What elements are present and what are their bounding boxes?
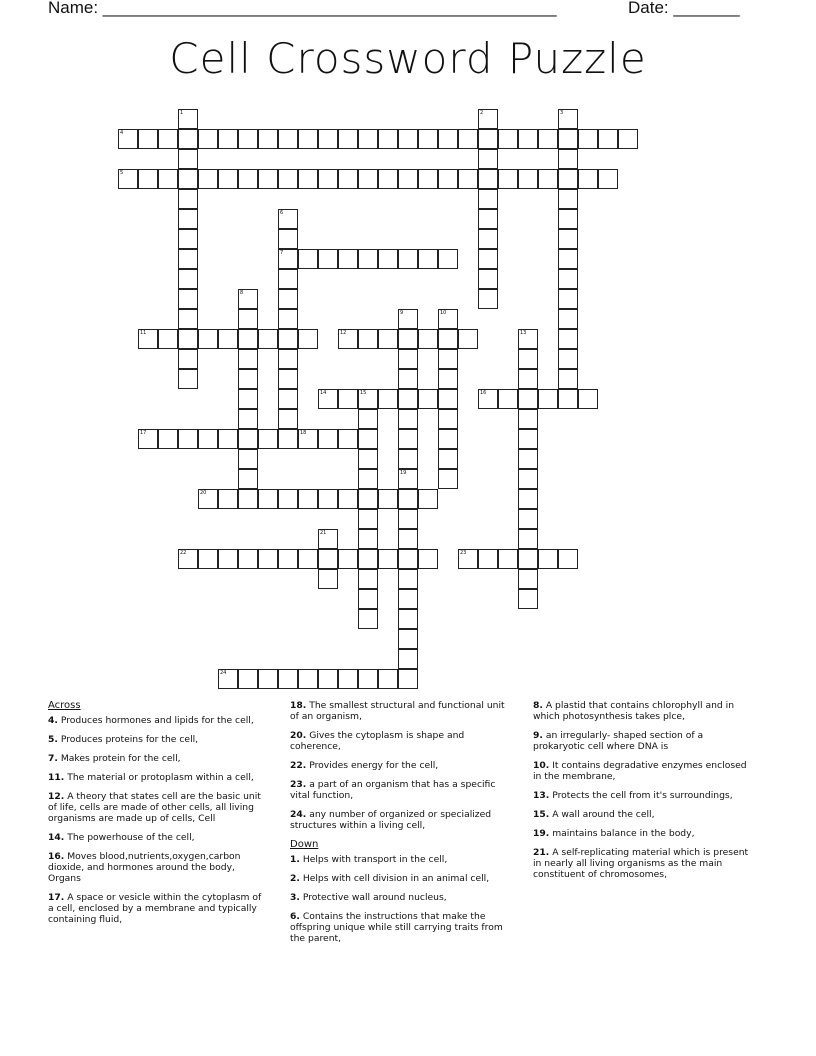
crossword-cell[interactable] bbox=[518, 569, 538, 589]
crossword-cell[interactable] bbox=[398, 649, 418, 669]
crossword-cell[interactable] bbox=[238, 549, 258, 569]
clue-down: 21. A self-replicating material which is present in nearly all living organisms as the main constituent of chromosomes, bbox=[533, 847, 749, 880]
cell-number: 16 bbox=[480, 390, 487, 396]
crossword-cell[interactable] bbox=[398, 309, 418, 329]
crossword-cell[interactable] bbox=[378, 549, 398, 569]
crossword-cell[interactable] bbox=[558, 249, 578, 269]
crossword-cell[interactable] bbox=[238, 409, 258, 429]
crossword-cell[interactable] bbox=[258, 329, 278, 349]
cell-number: 17 bbox=[140, 430, 147, 436]
crossword-cell[interactable] bbox=[398, 169, 418, 189]
crossword-cell[interactable] bbox=[438, 249, 458, 269]
crossword-cell[interactable] bbox=[518, 449, 538, 469]
crossword-cell[interactable] bbox=[398, 569, 418, 589]
cell-number: 8 bbox=[240, 290, 244, 296]
crossword-cell[interactable] bbox=[158, 429, 178, 449]
clue-across: 16. Moves blood,nutrients,oxygen,carbon dioxide, and hormones around the body, Organs bbox=[48, 851, 241, 884]
crossword-cell[interactable] bbox=[258, 429, 278, 449]
crossword-cell[interactable] bbox=[318, 549, 338, 569]
crossword-cell[interactable] bbox=[358, 489, 378, 509]
crossword-cell[interactable] bbox=[178, 189, 198, 209]
crossword-cell[interactable] bbox=[478, 229, 498, 249]
crossword-cell[interactable] bbox=[258, 669, 278, 689]
crossword-cell[interactable] bbox=[558, 349, 578, 369]
clue-across: 18. The smallest structural and functional unit of an organism, bbox=[290, 700, 505, 722]
crossword-cell[interactable] bbox=[318, 129, 338, 149]
crossword-cell[interactable] bbox=[478, 169, 498, 189]
crossword-cell[interactable] bbox=[478, 109, 498, 129]
crossword-cell[interactable] bbox=[518, 529, 538, 549]
crossword-cell[interactable] bbox=[538, 169, 558, 189]
crossword-cell[interactable] bbox=[178, 169, 198, 189]
clue-across: 22. Provides energy for the cell, bbox=[290, 760, 439, 771]
crossword-cell[interactable] bbox=[278, 389, 298, 409]
crossword-cell[interactable] bbox=[398, 669, 418, 689]
crossword-cell[interactable] bbox=[558, 329, 578, 349]
crossword-cell[interactable] bbox=[538, 389, 558, 409]
crossword-cell[interactable] bbox=[358, 249, 378, 269]
crossword-cell[interactable] bbox=[478, 249, 498, 269]
crossword-cell[interactable] bbox=[438, 129, 458, 149]
crossword-cell[interactable] bbox=[518, 369, 538, 389]
crossword-cell[interactable] bbox=[278, 349, 298, 369]
crossword-cell[interactable] bbox=[278, 169, 298, 189]
cell-number: 13 bbox=[520, 330, 527, 336]
crossword-cell[interactable] bbox=[558, 309, 578, 329]
crossword-cell[interactable] bbox=[418, 549, 438, 569]
crossword-cell[interactable] bbox=[178, 209, 198, 229]
crossword-cell[interactable] bbox=[358, 509, 378, 529]
clue-down: 9. an irregularly- shaped section of a prokaryotic cell where DNA is bbox=[533, 730, 704, 752]
crossword-cell[interactable] bbox=[358, 469, 378, 489]
clue-across: 20. Gives the cytoplasm is shape and coherence, bbox=[290, 730, 465, 752]
crossword-cell[interactable] bbox=[318, 489, 338, 509]
crossword-cell[interactable] bbox=[518, 169, 538, 189]
crossword-cell[interactable] bbox=[138, 169, 158, 189]
crossword-cell[interactable] bbox=[558, 229, 578, 249]
crossword-cell[interactable] bbox=[318, 429, 338, 449]
crossword-cell[interactable] bbox=[418, 489, 438, 509]
crossword-cell[interactable] bbox=[378, 329, 398, 349]
clue-down: 10. It contains degradative enzymes enclosed in the membrane, bbox=[533, 760, 747, 782]
crossword-cell[interactable] bbox=[278, 249, 298, 269]
crossword-cell[interactable] bbox=[498, 169, 518, 189]
crossword-cell[interactable] bbox=[238, 289, 258, 309]
crossword-cell[interactable] bbox=[358, 669, 378, 689]
crossword-cell[interactable] bbox=[398, 249, 418, 269]
crossword-cell[interactable] bbox=[338, 129, 358, 149]
crossword-cell[interactable] bbox=[298, 669, 318, 689]
crossword-cell[interactable] bbox=[518, 329, 538, 349]
clues-column-1 bbox=[48, 700, 263, 933]
crossword-cell[interactable] bbox=[178, 149, 198, 169]
cell-number: 6 bbox=[280, 210, 284, 216]
crossword-cell[interactable] bbox=[118, 129, 138, 149]
crossword-cell[interactable] bbox=[298, 169, 318, 189]
crossword-cell[interactable] bbox=[178, 549, 198, 569]
crossword-cell[interactable] bbox=[398, 369, 418, 389]
crossword-cell[interactable] bbox=[398, 509, 418, 529]
crossword-cell[interactable] bbox=[538, 129, 558, 149]
crossword-cell[interactable] bbox=[238, 309, 258, 329]
crossword-cell[interactable] bbox=[458, 549, 478, 569]
crossword-cell[interactable] bbox=[358, 589, 378, 609]
crossword-cell[interactable] bbox=[238, 389, 258, 409]
crossword-cell[interactable] bbox=[358, 529, 378, 549]
clues-column-3 bbox=[533, 700, 753, 888]
cell-number: 23 bbox=[460, 550, 467, 556]
crossword-cell[interactable] bbox=[138, 129, 158, 149]
clue-across: 24. any number of organized or specialized structures within a living cell, bbox=[290, 809, 492, 831]
crossword-cell[interactable] bbox=[338, 169, 358, 189]
cell-number: 9 bbox=[400, 310, 404, 316]
crossword-cell[interactable] bbox=[578, 169, 598, 189]
crossword-cell[interactable] bbox=[518, 549, 538, 569]
clue-across: 11. The material or protoplasm within a cell, bbox=[48, 772, 254, 783]
cell-number: 10 bbox=[440, 310, 447, 316]
crossword-cell[interactable] bbox=[558, 209, 578, 229]
crossword-cell[interactable] bbox=[438, 169, 458, 189]
crossword-cell[interactable] bbox=[218, 129, 238, 149]
crossword-cell[interactable] bbox=[498, 549, 518, 569]
crossword-cell[interactable] bbox=[438, 349, 458, 369]
crossword-cell[interactable] bbox=[198, 329, 218, 349]
crossword-cell[interactable] bbox=[518, 469, 538, 489]
crossword-cell[interactable] bbox=[238, 449, 258, 469]
crossword-cell[interactable] bbox=[398, 549, 418, 569]
crossword-cell[interactable] bbox=[518, 489, 538, 509]
crossword-cell[interactable] bbox=[398, 429, 418, 449]
crossword-cell[interactable] bbox=[498, 389, 518, 409]
crossword-cell[interactable] bbox=[378, 129, 398, 149]
crossword-cell[interactable] bbox=[298, 489, 318, 509]
crossword-cell[interactable] bbox=[278, 309, 298, 329]
page-title: Cell Crossword Puzzle bbox=[169, 34, 647, 83]
crossword-cell[interactable] bbox=[478, 189, 498, 209]
crossword-cell[interactable] bbox=[558, 109, 578, 129]
crossword-cell[interactable] bbox=[398, 349, 418, 369]
cell-number: 5 bbox=[120, 170, 124, 176]
crossword-cell[interactable] bbox=[278, 269, 298, 289]
crossword-cell[interactable] bbox=[258, 129, 278, 149]
crossword-cell[interactable] bbox=[278, 549, 298, 569]
across-heading: Across bbox=[48, 700, 81, 711]
cell-number: 12 bbox=[340, 330, 347, 336]
crossword-cell[interactable] bbox=[358, 409, 378, 429]
crossword-cell[interactable] bbox=[338, 249, 358, 269]
crossword-cell[interactable] bbox=[518, 349, 538, 369]
crossword-cell[interactable] bbox=[318, 669, 338, 689]
crossword-cell[interactable] bbox=[398, 469, 418, 489]
crossword-cell[interactable] bbox=[558, 549, 578, 569]
crossword-cell[interactable] bbox=[378, 389, 398, 409]
crossword-cell[interactable] bbox=[158, 329, 178, 349]
crossword-cell[interactable] bbox=[398, 529, 418, 549]
crossword-cell[interactable] bbox=[398, 589, 418, 609]
cell-number: 19 bbox=[400, 470, 407, 476]
crossword-cell[interactable] bbox=[298, 429, 318, 449]
crossword-cell[interactable] bbox=[458, 129, 478, 149]
crossword-cell[interactable] bbox=[378, 669, 398, 689]
crossword-cell[interactable] bbox=[478, 149, 498, 169]
crossword-cell[interactable] bbox=[478, 209, 498, 229]
clue-across: 17. A space or vesicle within the cytoplasm of a cell, enclosed by a membrane and typically containing fluid, bbox=[48, 892, 262, 925]
crossword-cell[interactable] bbox=[158, 169, 178, 189]
crossword-cell[interactable] bbox=[258, 549, 278, 569]
crossword-cell[interactable] bbox=[358, 329, 378, 349]
crossword-cell[interactable] bbox=[398, 449, 418, 469]
crossword-cell[interactable] bbox=[578, 389, 598, 409]
crossword-cell[interactable] bbox=[318, 569, 338, 589]
clue-down: 15. A wall around the cell, bbox=[533, 809, 655, 820]
crossword-cell[interactable] bbox=[398, 129, 418, 149]
crossword-cell[interactable] bbox=[178, 129, 198, 149]
crossword-cell[interactable] bbox=[558, 269, 578, 289]
crossword-cell[interactable] bbox=[218, 169, 238, 189]
crossword-cell[interactable] bbox=[358, 129, 378, 149]
down-heading: Down bbox=[290, 839, 319, 850]
crossword-cell[interactable] bbox=[518, 409, 538, 429]
crossword-cell[interactable] bbox=[358, 449, 378, 469]
crossword-cell[interactable] bbox=[198, 429, 218, 449]
crossword-cell[interactable] bbox=[338, 549, 358, 569]
clue-across: 23. a part of an organism that has a specific vital function, bbox=[290, 779, 496, 801]
date-field[interactable]: Date: _______ bbox=[628, 0, 740, 17]
crossword-cell[interactable] bbox=[538, 549, 558, 569]
crossword-cell[interactable] bbox=[378, 249, 398, 269]
crossword-cell[interactable] bbox=[398, 389, 418, 409]
clue-across: 14. The powerhouse of the cell, bbox=[48, 832, 195, 843]
crossword-cell[interactable] bbox=[518, 129, 538, 149]
crossword-cell[interactable] bbox=[198, 169, 218, 189]
crossword-cell[interactable] bbox=[578, 129, 598, 149]
crossword-cell[interactable] bbox=[218, 429, 238, 449]
crossword-cell[interactable] bbox=[138, 429, 158, 449]
crossword-cell[interactable] bbox=[418, 329, 438, 349]
crossword-cell[interactable] bbox=[558, 149, 578, 169]
crossword-cell[interactable] bbox=[358, 389, 378, 409]
cell-number: 1 bbox=[180, 110, 184, 116]
crossword-cell[interactable] bbox=[198, 549, 218, 569]
crossword-cell[interactable] bbox=[218, 489, 238, 509]
cell-number: 18 bbox=[300, 430, 307, 436]
crossword-cell[interactable] bbox=[418, 169, 438, 189]
crossword-cell[interactable] bbox=[478, 389, 498, 409]
crossword-cell[interactable] bbox=[178, 229, 198, 249]
cell-number: 15 bbox=[360, 390, 367, 396]
crossword-cell[interactable] bbox=[358, 549, 378, 569]
crossword-cell[interactable] bbox=[398, 489, 418, 509]
crossword-cell[interactable] bbox=[278, 209, 298, 229]
crossword-cell[interactable] bbox=[218, 549, 238, 569]
crossword-cell[interactable] bbox=[438, 309, 458, 329]
crossword-cell[interactable] bbox=[278, 409, 298, 429]
crossword-cell[interactable] bbox=[158, 129, 178, 149]
clue-down: 1. Helps with transport in the cell, bbox=[290, 854, 448, 865]
crossword-cell[interactable] bbox=[358, 429, 378, 449]
crossword-cell[interactable] bbox=[478, 129, 498, 149]
crossword-cell[interactable] bbox=[418, 129, 438, 149]
crossword-cell[interactable] bbox=[478, 549, 498, 569]
crossword-cell[interactable] bbox=[438, 469, 458, 489]
clue-down: 13. Protects the cell from it's surroundings, bbox=[533, 790, 733, 801]
crossword-cell[interactable] bbox=[318, 529, 338, 549]
cell-number: 7 bbox=[280, 250, 284, 256]
crossword-cell[interactable] bbox=[558, 289, 578, 309]
crossword-cell[interactable] bbox=[318, 169, 338, 189]
crossword-cell[interactable] bbox=[518, 429, 538, 449]
crossword-cell[interactable] bbox=[418, 389, 438, 409]
clue-across: 4. Produces hormones and lipids for the cell, bbox=[48, 715, 254, 726]
clue-down: 6. Contains the instructions that make the offspring unique while still carrying traits from the parent, bbox=[290, 911, 503, 944]
crossword-cell[interactable] bbox=[278, 329, 298, 349]
crossword-cell[interactable] bbox=[278, 369, 298, 389]
crossword-cell[interactable] bbox=[178, 249, 198, 269]
crossword-cell[interactable] bbox=[438, 409, 458, 429]
crossword-cell[interactable] bbox=[438, 369, 458, 389]
crossword-cell[interactable] bbox=[398, 329, 418, 349]
crossword-cell[interactable] bbox=[378, 169, 398, 189]
clue-across: 12. A theory that states cell are the basic unit of life, cells are made of other cells, all living organisms are made up of cells, Cell bbox=[48, 791, 261, 824]
crossword-cell[interactable] bbox=[118, 169, 138, 189]
crossword-cell[interactable] bbox=[238, 349, 258, 369]
crossword-cell[interactable] bbox=[238, 329, 258, 349]
crossword-cell[interactable] bbox=[558, 369, 578, 389]
clue-across: 7. Makes protein for the cell, bbox=[48, 753, 181, 764]
crossword-cell[interactable] bbox=[298, 249, 318, 269]
crossword-cell[interactable] bbox=[278, 429, 298, 449]
cell-number: 24 bbox=[220, 670, 227, 676]
crossword-cell[interactable] bbox=[278, 289, 298, 309]
clues-column-2 bbox=[290, 700, 508, 952]
crossword-cell[interactable] bbox=[138, 329, 158, 349]
clue-down: 3. Protective wall around nucleus, bbox=[290, 892, 447, 903]
cell-number: 11 bbox=[140, 330, 147, 336]
crossword-cell[interactable] bbox=[218, 329, 238, 349]
crossword-cell[interactable] bbox=[478, 269, 498, 289]
crossword-cell[interactable] bbox=[338, 669, 358, 689]
crossword-cell[interactable] bbox=[438, 449, 458, 469]
crossword-cell[interactable] bbox=[318, 389, 338, 409]
crossword-cell[interactable] bbox=[558, 169, 578, 189]
crossword-cell[interactable] bbox=[198, 129, 218, 149]
clue-down: 8. A plastid that contains chlorophyll and in which photosynthesis takes plce, bbox=[533, 700, 735, 722]
crossword-cell[interactable] bbox=[278, 669, 298, 689]
crossword-cell[interactable] bbox=[238, 489, 258, 509]
crossword-cell[interactable] bbox=[238, 369, 258, 389]
crossword-cell[interactable] bbox=[398, 409, 418, 429]
crossword-cell[interactable] bbox=[398, 609, 418, 629]
crossword-cell[interactable] bbox=[438, 329, 458, 349]
cell-number: 14 bbox=[320, 390, 327, 396]
crossword-cell[interactable] bbox=[178, 289, 198, 309]
crossword-cell[interactable] bbox=[438, 389, 458, 409]
crossword-cell[interactable] bbox=[358, 169, 378, 189]
crossword-cell[interactable] bbox=[178, 109, 198, 129]
crossword-cell[interactable] bbox=[558, 189, 578, 209]
cell-number: 20 bbox=[200, 490, 207, 496]
crossword-cell[interactable] bbox=[518, 589, 538, 609]
crossword-cell[interactable] bbox=[178, 269, 198, 289]
cell-number: 3 bbox=[560, 110, 564, 116]
crossword-cell[interactable] bbox=[398, 629, 418, 649]
crossword-cell[interactable] bbox=[278, 229, 298, 249]
crossword-cell[interactable] bbox=[558, 129, 578, 149]
crossword-cell[interactable] bbox=[338, 329, 358, 349]
crossword-cell[interactable] bbox=[178, 309, 198, 329]
crossword-cell[interactable] bbox=[258, 169, 278, 189]
crossword-cell[interactable] bbox=[238, 429, 258, 449]
crossword-cell[interactable] bbox=[558, 389, 578, 409]
crossword-cell[interactable] bbox=[298, 329, 318, 349]
crossword-cell[interactable] bbox=[438, 429, 458, 449]
crossword-cell[interactable] bbox=[358, 609, 378, 629]
crossword-cell[interactable] bbox=[458, 169, 478, 189]
crossword-cell[interactable] bbox=[358, 569, 378, 589]
crossword-cell[interactable] bbox=[458, 329, 478, 349]
crossword-cell[interactable] bbox=[618, 129, 638, 149]
crossword-cell[interactable] bbox=[598, 129, 618, 149]
crossword-cell[interactable] bbox=[318, 249, 338, 269]
cell-number: 4 bbox=[120, 130, 124, 136]
cell-number: 21 bbox=[320, 530, 327, 536]
crossword-cell[interactable] bbox=[518, 389, 538, 409]
crossword-cell[interactable] bbox=[338, 389, 358, 409]
crossword-cell[interactable] bbox=[518, 509, 538, 529]
crossword-cell[interactable] bbox=[238, 669, 258, 689]
crossword-cell[interactable] bbox=[198, 489, 218, 509]
cell-number: 22 bbox=[180, 550, 187, 556]
crossword-cell[interactable] bbox=[498, 129, 518, 149]
crossword-cell[interactable] bbox=[338, 429, 358, 449]
crossword-cell[interactable] bbox=[278, 489, 298, 509]
crossword-cell[interactable] bbox=[178, 369, 198, 389]
crossword-cell[interactable] bbox=[238, 469, 258, 489]
crossword-cell[interactable] bbox=[298, 129, 318, 149]
clue-down: 2. Helps with cell division in an animal cell, bbox=[290, 873, 490, 884]
clue-down: 19. maintains balance in the body, bbox=[533, 828, 695, 839]
crossword-cell[interactable] bbox=[278, 129, 298, 149]
crossword-cell[interactable] bbox=[178, 429, 198, 449]
cell-number: 2 bbox=[480, 110, 484, 116]
crossword-cell[interactable] bbox=[598, 169, 618, 189]
crossword-cell[interactable] bbox=[238, 169, 258, 189]
crossword-cell[interactable] bbox=[258, 489, 278, 509]
crossword-cell[interactable] bbox=[178, 329, 198, 349]
crossword-cell[interactable] bbox=[338, 489, 358, 509]
crossword-cell[interactable] bbox=[178, 349, 198, 369]
crossword-cell[interactable] bbox=[478, 289, 498, 309]
clue-across: 5. Produces proteins for the cell, bbox=[48, 734, 199, 745]
crossword-cell[interactable] bbox=[238, 129, 258, 149]
crossword-cell[interactable] bbox=[378, 489, 398, 509]
crossword-cell[interactable] bbox=[218, 669, 238, 689]
crossword-cell[interactable] bbox=[298, 549, 318, 569]
name-field[interactable]: Name: ________________________________________________ bbox=[48, 0, 557, 17]
crossword-cell[interactable] bbox=[418, 249, 438, 269]
